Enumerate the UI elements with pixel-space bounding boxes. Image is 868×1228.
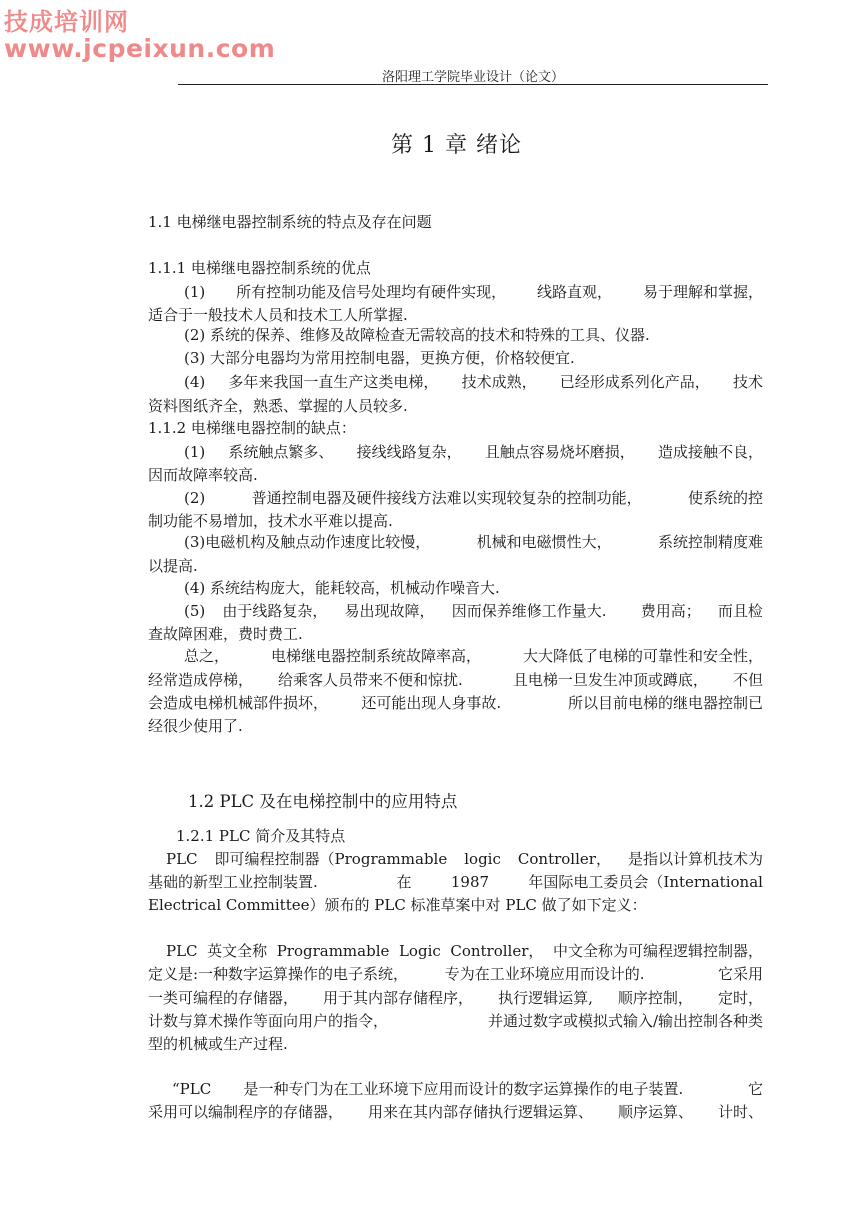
text-segment: Controller， [450,942,544,960]
text-segment: (5) [184,602,206,620]
text-segment: 总之， [184,647,230,665]
text-segment: 且触点容易烧坏磨损， [484,443,635,461]
text-segment: Controller， [517,850,611,868]
text-segment: 年国际电工委员会（International [528,873,763,891]
watermark-url: www.jcpeixun.com [4,34,276,63]
text-segment: (4) [184,373,206,391]
text-segment: 大大降低了电梯的可靠性和安全性， [522,647,763,665]
paragraph-line [184,372,763,392]
text-segment: 用来在其内部存储执行逻辑运算、 [367,1103,593,1121]
subsection-heading-1-1-2: 1.1.2 电梯继电器控制的缺点： [148,419,356,437]
paragraph-line [148,1011,763,1031]
text-segment: Logic [398,942,441,960]
text-segment: 即可编程控制器（Programmable [214,850,448,868]
text-segment: Programmable [276,942,390,960]
text-segment: 易出现故障， [344,602,435,620]
text-segment: 还可能出现人身事故. [361,694,502,712]
paragraph-line [166,941,763,961]
text-segment: 由于线路复杂， [222,602,328,620]
paragraph-line [166,849,763,869]
text-segment: 定时， [717,989,763,1007]
text-segment: 基础的新型工业控制装置. [148,873,318,891]
paragraph-line [184,488,763,508]
text-segment: 是指以计算机技术为 [627,850,763,868]
paragraph-line [148,964,763,984]
text-segment: (1) [184,283,206,301]
text-segment: 英文全称 [207,942,268,960]
text-segment: 系统控制精度难 [657,533,763,551]
watermark-site-name: 技成培训网 [4,8,129,36]
text-segment: 不但 [732,671,763,689]
paragraph-line: 以提高. [148,557,198,575]
text-segment: 因而保养维修工作量大. [451,602,607,620]
text-segment: 造成接触不良， [657,443,763,461]
paragraph-line: Electrical Committee）颁布的 PLC 标准草案中对 PLC 做了如下定义： [148,896,647,914]
paragraph-line [148,988,763,1008]
text-segment: 顺序控制， [617,989,693,1007]
text-segment: PLC [166,850,198,868]
text-segment: 用于其内部存储程序， [323,989,474,1007]
paragraph-line [184,282,763,302]
text-segment: 是一种专门为在工业环境下应用而设计的数字运算操作的电子装置. [243,1080,684,1098]
subsection-heading-1-2-1: 1.2.1 PLC 简介及其特点 [176,827,346,845]
header-rule [178,84,768,85]
text-segment: 且电梯一旦发生冲顶或蹲底， [512,671,708,689]
text-segment: (2) [184,489,206,507]
text-segment: 技术 [732,373,763,391]
text-segment: 普通控制电器及硬件接线方法难以实现较复杂的控制功能， [251,489,642,507]
paragraph-line: 制功能不易增加，技术水平难以提高. [148,512,393,530]
paragraph-line [172,1079,763,1099]
running-header: 洛阳理工学院毕业设计（论文） [381,70,564,85]
paragraph-line: 查故障困难，费时费工. [148,625,303,643]
text-segment: 计数与算术操作等面向用户的指令， [148,1012,389,1030]
text-segment: “PLC [172,1080,212,1098]
section-heading-1-2: 1.2 PLC 及在电梯控制中的应用特点 [188,792,458,811]
text-segment: 使系统的控 [687,489,763,507]
text-segment: 专为在工业环境应用而设计的. [444,965,645,983]
text-segment: 机械和电磁惯性大， [476,533,612,551]
text-segment: 采用可以编制程序的存储器， [148,1103,344,1121]
paragraph-line: 因而故障率较高. [148,466,258,484]
text-segment: (1) [184,443,206,461]
text-segment: 定义是:一种数字运算操作的电子系统， [148,965,409,983]
text-segment: 费用高； [640,602,701,620]
chapter-title: 第 1 章 绪论 [391,133,522,158]
text-segment: 所有控制功能及信号处理均有硬件实现， [236,283,507,301]
paragraph-line: 型的机械或生产过程. [148,1035,288,1053]
text-segment: 线路直观， [537,283,613,301]
paragraph-line [148,872,763,892]
paragraph-line: (3) 大部分电器均为常用控制电器，更换方便，价格较便宜. [184,349,575,367]
text-segment: 一类可编程的存储器， [148,989,299,1007]
text-segment: 它采用 [717,965,763,983]
text-segment: 易于理解和掌握， [642,283,763,301]
text-segment: 技术成熟， [461,373,537,391]
text-segment: 而且检 [717,602,763,620]
text-segment: 1987 [450,873,490,891]
paragraph-line [148,670,763,690]
subsection-heading-1-1-1: 1.1.1 电梯继电器控制系统的优点 [148,259,371,277]
text-segment: 在 [396,873,412,891]
paragraph-line: 资料图纸齐全，熟悉、掌握的人员较多. [148,397,408,415]
paragraph-line [148,1102,763,1122]
text-segment: 执行逻辑运算, [498,989,593,1007]
text-segment: 它 [747,1080,763,1098]
text-segment: 给乘客人员带来不便和惊扰. [278,671,463,689]
text-segment: PLC [166,942,198,960]
text-segment: logic [464,850,501,868]
text-segment: 系统触点繁多、 [228,443,334,461]
paragraph-line: (2) 系统的保养、维修及故障检查无需较高的技术和特殊的工具、仪器. [184,326,650,344]
text-segment: 顺序运算、 [617,1103,693,1121]
paragraph-line [184,442,763,462]
text-segment: 接线线路复杂， [356,443,462,461]
paragraph-line [184,646,763,666]
text-segment: 会造成电梯机械部件损坏， [148,694,329,712]
text-segment: 多年来我国一直生产这类电梯， [228,373,439,391]
paragraph-line: 适合于一般技术人员和技术工人所掌握. [148,306,408,324]
paragraph-line [148,693,763,713]
paragraph-line: (4) 系统结构庞大，能耗较高，机械动作噪音大. [184,579,500,597]
text-segment: 经常造成停梯， [148,671,254,689]
text-segment: (3)电磁机构及触点动作速度比较慢， [184,533,431,551]
text-segment: 并通过数字或模拟式输入/输出控制各种类 [487,1012,763,1030]
paragraph-line: 经很少使用了. [148,717,243,735]
paragraph-line [184,601,763,621]
text-segment: 已经形成系列化产品， [559,373,710,391]
section-heading-1-1: 1.1 电梯继电器控制系统的特点及存在问题 [148,213,432,231]
paragraph-line [184,532,763,552]
text-segment: 电梯继电器控制系统故障率高， [270,647,481,665]
text-segment: 计时、 [717,1103,763,1121]
text-segment: 所以目前电梯的继电器控制已 [567,694,763,712]
text-segment: 中文全称为可编程逻辑控制器， [552,942,763,960]
